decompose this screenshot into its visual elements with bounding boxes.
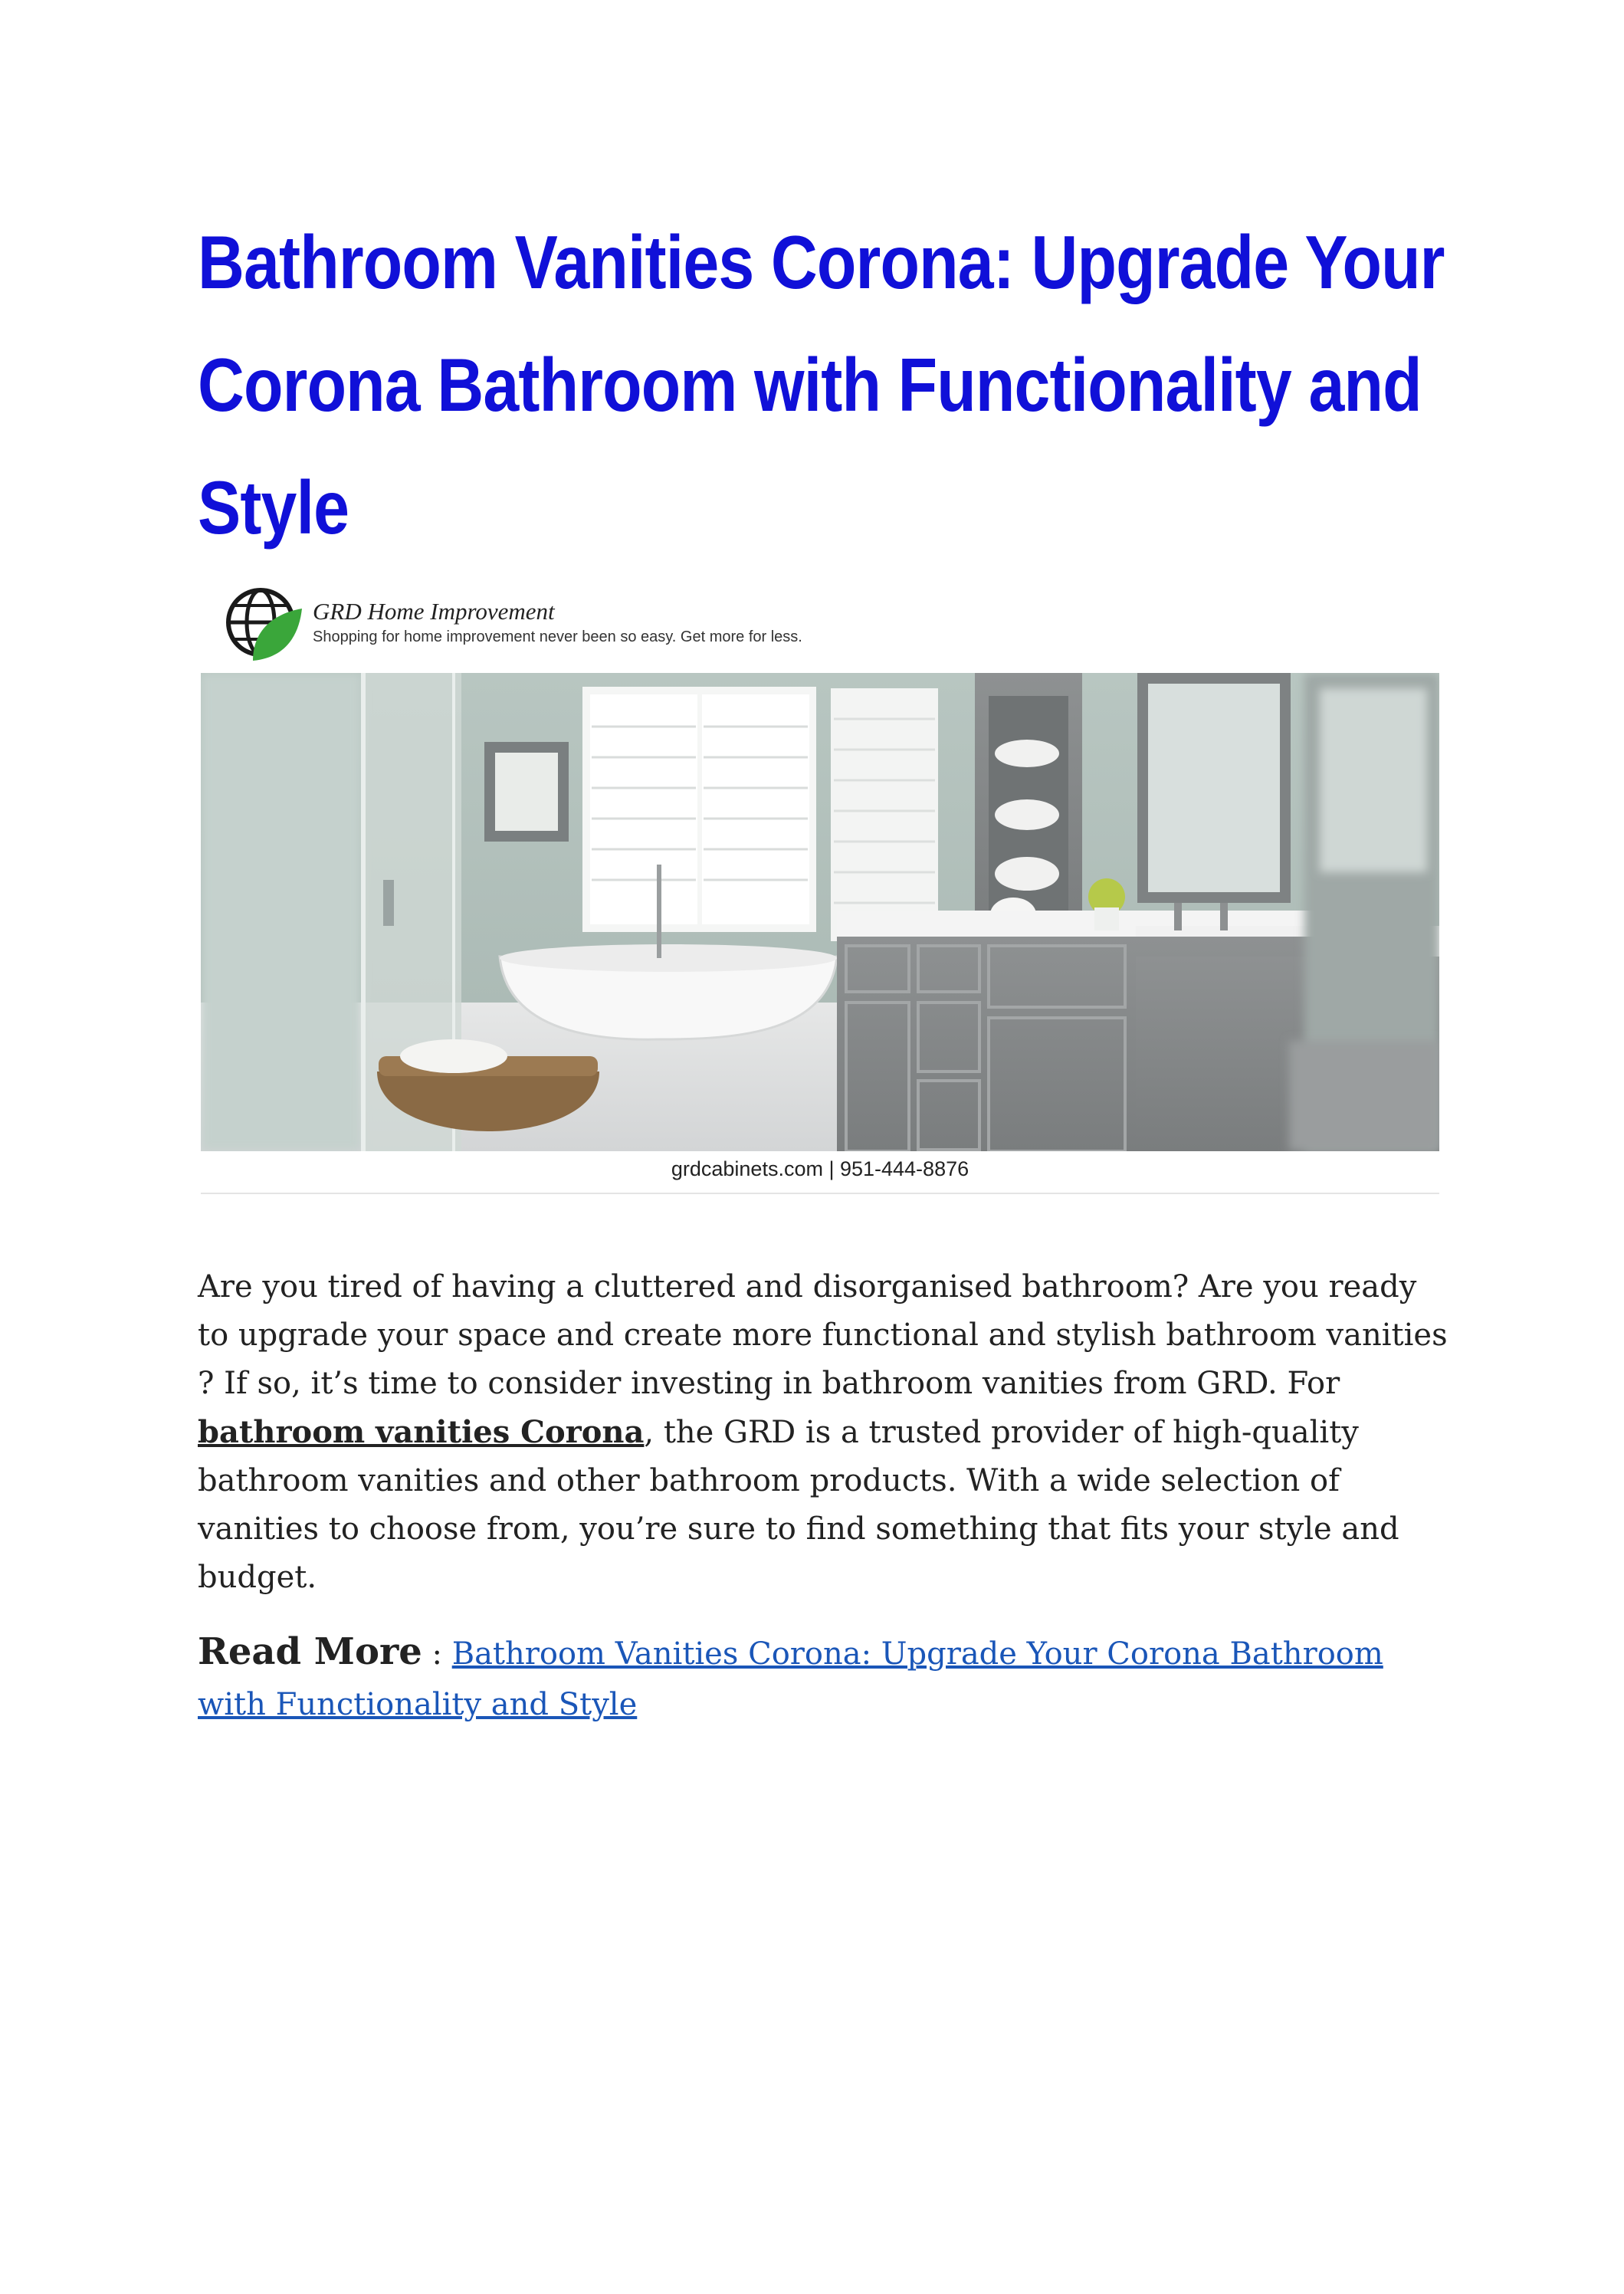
title-line-1: Bathroom Vanities Corona: Upgrade Your — [198, 220, 1445, 304]
brand-name: GRD Home Improvement — [313, 598, 555, 625]
globe-leaf-icon — [222, 583, 307, 667]
bathroom-vanities-link[interactable]: bathroom vanities Corona — [198, 1414, 645, 1450]
contact-caption: grdcabinets.com | 951-444-8876 — [671, 1157, 969, 1180]
read-more-label: Read More — [198, 1630, 422, 1673]
read-more-link[interactable]: Bathroom Vanities Corona: Upgrade Your Corona Bathroom with Functionality and Style — [198, 1636, 1383, 1722]
read-more-separator: : — [422, 1636, 452, 1672]
title-line-2: Corona Bathroom with Functionality and — [198, 343, 1422, 427]
banner-image — [201, 573, 1439, 1193]
read-more-line — [198, 1626, 1455, 1730]
intro-text-part-1: Are you tired of having a cluttered and disorganised bathroom? Are you ready to upgrade your space and create more functional and stylish bathroom vanities ? If so, it’s time to consider investing in bathroom vanities from GRD. For — [198, 1269, 1448, 1401]
intro-paragraph — [198, 1263, 1455, 1602]
page-title — [198, 201, 1450, 569]
caption-bar — [201, 1151, 1439, 1194]
brand-tagline: Shopping for home improvement never been so easy. Get more for less. — [313, 628, 802, 645]
title-line-3: Style — [198, 465, 349, 550]
intro-text-part-2: , the GRD is a trusted provider of high-quality bathroom vanities and other bathroom products. With a wide selection of vanities to choose from, you’re sure to find something that fits your style and budget. — [198, 1415, 1399, 1595]
bathroom-illustration — [201, 673, 1439, 1151]
brand-header — [215, 573, 1058, 667]
bathroom-photo — [201, 673, 1439, 1151]
